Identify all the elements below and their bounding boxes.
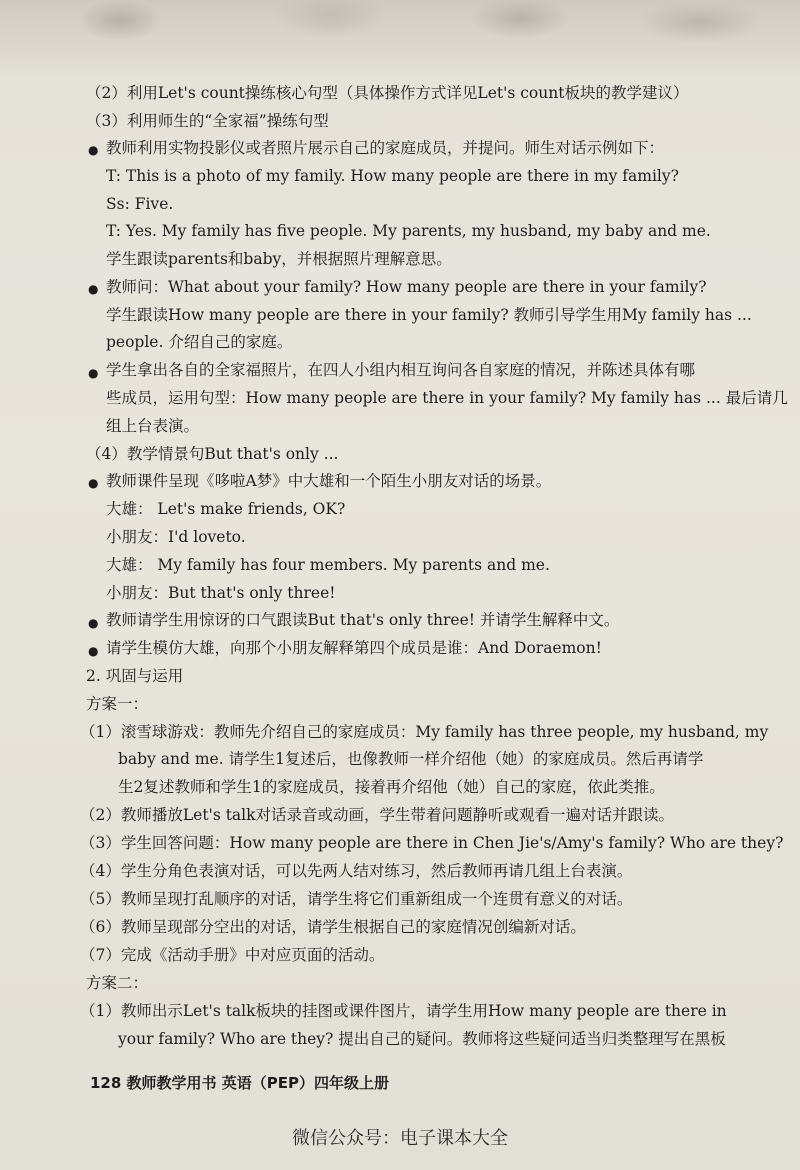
section-heading: 方案一： — [86, 695, 149, 713]
text-line: （1）教师出示Let's talk板块的挂图或课件图片，请学生用How many people are there in — [80, 1002, 727, 1020]
text-line: T: Yes. My family has five people. My parents, my husband, my baby and me. — [106, 222, 711, 240]
text-line: （3）利用师生的“全家福”操练句型 — [86, 112, 329, 130]
bullet-icon: ● — [88, 282, 99, 296]
text-line: baby and me. 请学生1复述后，也像教师一样介绍他（她）的家庭成员。然后再请学 — [118, 750, 704, 768]
text-line: people. 介绍自己的家庭。 — [106, 333, 293, 351]
bullet-icon: ● — [88, 143, 99, 157]
text-line: 些成员，运用句型：How many people are there in your family? My family has ... 最后请几 — [106, 389, 788, 407]
text-line: （4）学生分角色表演对话，可以先两人结对练习，然后教师再请几组上台表演。 — [80, 862, 633, 880]
text-line: 大雄： My family has four members. My parents and me. — [106, 556, 550, 574]
text-line: T: This is a photo of my family. How many people are there in my family? — [106, 167, 679, 185]
text-line: （1）滚雪球游戏：教师先介绍自己的家庭成员：My family has three people, my husband, my — [80, 723, 769, 741]
section-heading: 2. 巩固与运用 — [86, 667, 184, 685]
page-footer: 128 教师教学用书 英语（PEP）四年级上册 — [90, 1074, 389, 1092]
text-line: （7）完成《活动手册》中对应页面的活动。 — [80, 946, 385, 964]
section-heading: 方案二： — [86, 974, 149, 992]
text-line: 教师利用实物投影仪或者照片展示自己的家庭成员，并提问。师生对话示例如下： — [106, 139, 665, 157]
text-line: （3）学生回答问题：How many people are there in Chen Jie's/Amy's family? Who are they? — [80, 834, 784, 852]
text-line: 生2复述教师和学生1的家庭成员，接着再介绍他（她）自己的家庭，依此类推。 — [118, 778, 665, 796]
text-line: 组上台表演。 — [106, 417, 200, 435]
text-line: 教师问：What about your family? How many people are there in your family? — [106, 278, 707, 296]
text-line: 学生拿出各自的全家福照片，在四人小组内相互询问各自家庭的情况，并陈述具体有哪 — [106, 361, 696, 379]
text-line: 教师请学生用惊讶的口气跟读But that's only three! 并请学生解释中文。 — [106, 611, 620, 629]
watermark-caption: 微信公众号：电子课本大全 — [292, 1128, 508, 1149]
text-line: your family? Who are they? 提出自己的疑问。教师将这些疑问适当归类整理写在黑板 — [118, 1030, 726, 1048]
text-line: 学生跟读parents和baby，并根据照片理解意思。 — [106, 250, 452, 268]
bullet-icon: ● — [88, 616, 99, 630]
bullet-icon: ● — [88, 644, 99, 658]
text-line: 请学生模仿大雄，向那个小朋友解释第四个成员是谁：And Doraemon! — [106, 639, 602, 657]
text-line: （2）利用Let's count操练核心句型（具体操作方式详见Let's count板块的教学建议） — [86, 84, 689, 102]
bullet-icon: ● — [88, 366, 99, 380]
text-line: Ss: Five. — [106, 195, 174, 213]
text-line: 学生跟读How many people are there in your family? 教师引导学生用My family has ... — [106, 306, 752, 324]
text-line: （2）教师播放Let's talk对话录音或动画，学生带着问题静听或观看一遍对话并跟读。 — [80, 806, 675, 824]
text-line: 小朋友：I'd loveto. — [106, 528, 246, 546]
text-line: （5）教师呈现打乱顺序的对话，请学生将它们重新组成一个连贯有意义的对话。 — [80, 890, 633, 908]
text-line: 教师课件呈现《哆啦A梦》中大雄和一个陌生小朋友对话的场景。 — [106, 472, 552, 490]
text-line: 大雄： Let's make friends, OK? — [106, 500, 346, 518]
text-line: （4）教学情景句But that's only ... — [86, 445, 339, 463]
bullet-icon: ● — [88, 476, 99, 490]
floral-header-decoration — [0, 0, 800, 78]
text-line: （6）教师呈现部分空出的对话，请学生根据自己的家庭情况创编新对话。 — [80, 918, 586, 936]
text-line: 小朋友：But that's only three! — [106, 584, 336, 602]
